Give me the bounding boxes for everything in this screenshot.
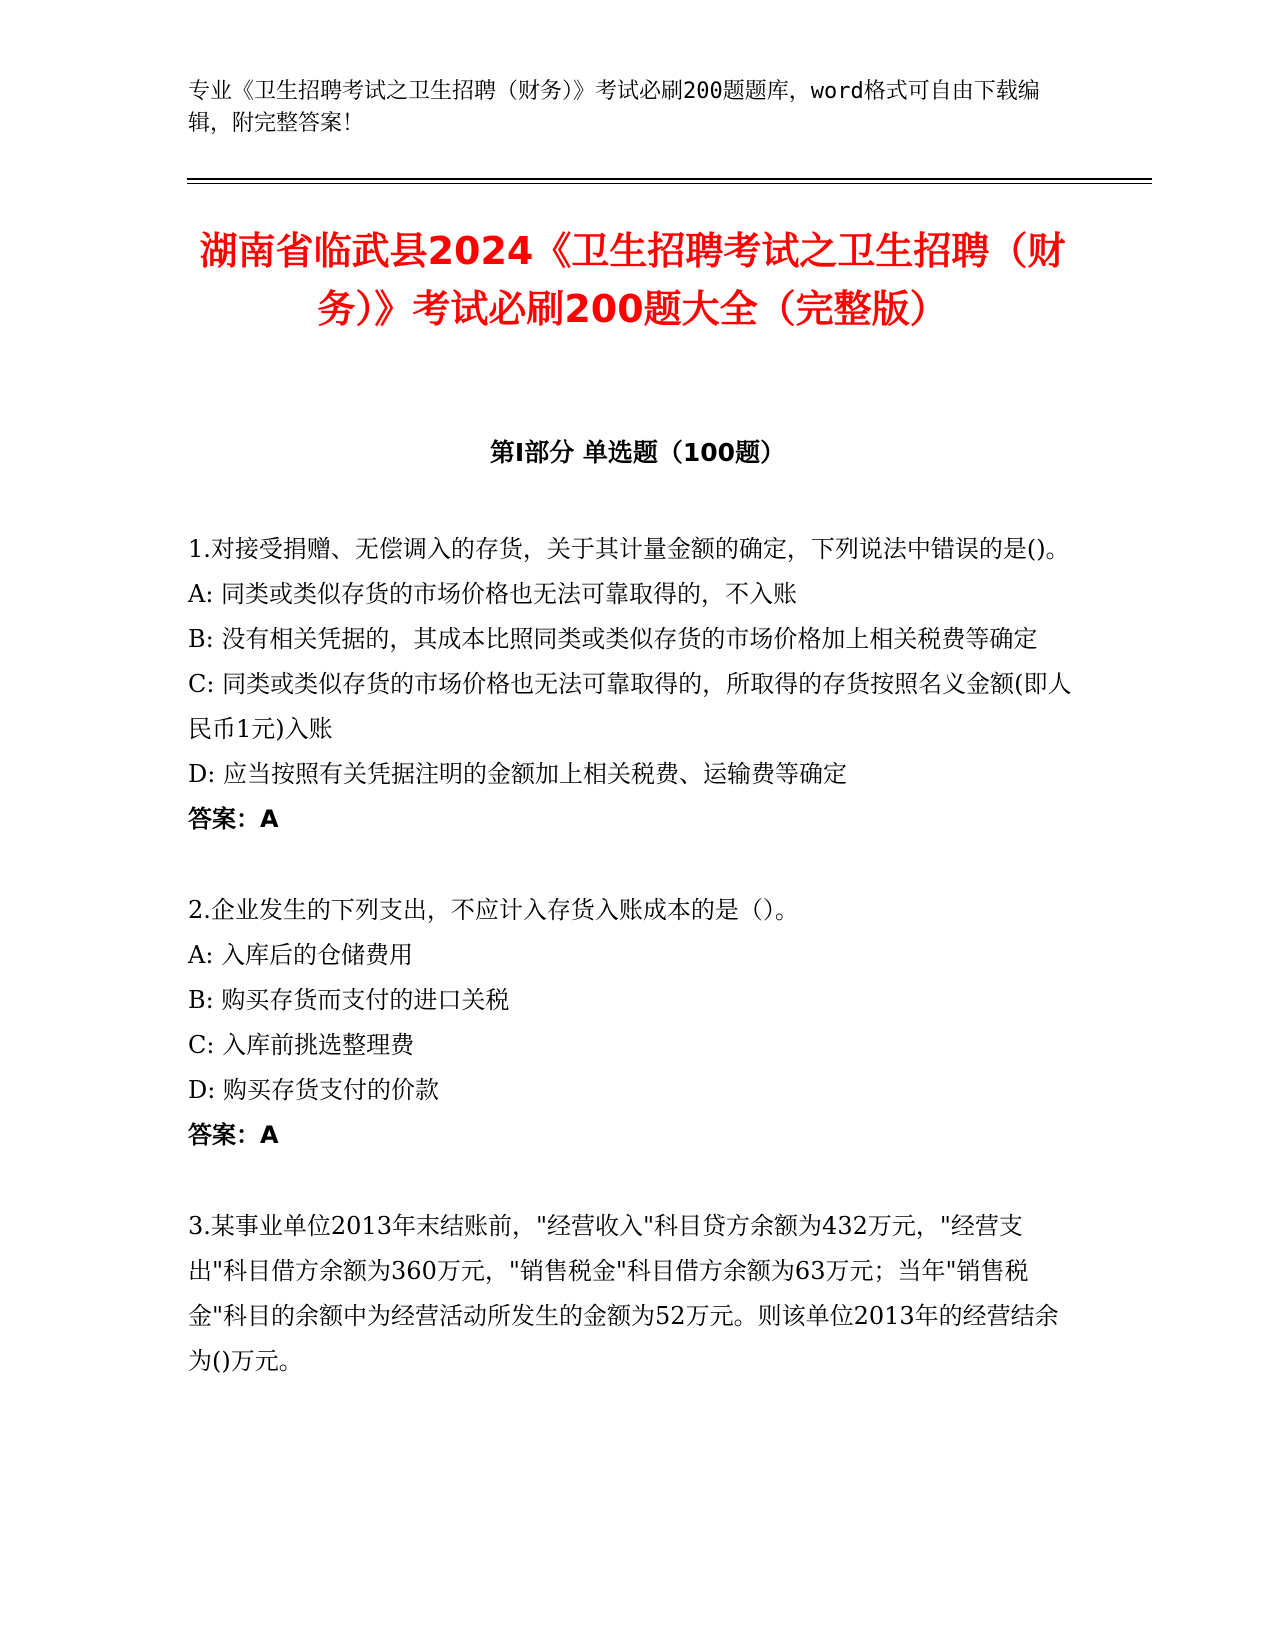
header-divider-thick <box>187 178 1152 180</box>
option-d: D: 购买存货支付的价款 <box>188 1076 439 1104</box>
option-b: B: 购买存货而支付的进口关税 <box>188 986 510 1014</box>
question-stem: 2.企业发生的下列支出，不应计入存货入账成本的是（）。 <box>188 896 799 924</box>
answer-label: 答案：A <box>188 1121 279 1149</box>
question-2 <box>188 888 1073 1158</box>
answer-label: 答案：A <box>188 805 279 833</box>
option-d: D: 应当按照有关凭据注明的金额加上相关税费、运输费等确定 <box>188 760 847 788</box>
header-note: 专业《卫生招聘考试之卫生招聘（财务）》考试必刷200题题库，word格式可自由下载编辑，附完整答案！ <box>188 79 1040 136</box>
option-b: B: 没有相关凭据的，其成本比照同类或类似存货的市场价格加上相关税费等确定 <box>188 625 1038 653</box>
document-title: 湖南省临武县2024《卫生招聘考试之卫生招聘（财务）》考试必刷200题大全（完整版） <box>199 229 1066 331</box>
question-1 <box>188 527 1073 842</box>
question-3 <box>188 1204 1073 1384</box>
option-c: C: 入库前挑选整理费 <box>188 1031 415 1059</box>
question-spacer <box>188 842 1073 888</box>
option-a: A: 入库后的仓储费用 <box>188 941 414 969</box>
question-stem: 3.某事业单位2013年末结账前，"经营收入"科目贷方余额为432万元，"经营支出"科目借方余额为360万元，"销售税金"科目借方余额为63万元；当年"销售税金"科目的余额中为经营活动所发生的金额为52万元。则该单位2013年的经营结余为()万元。 <box>188 1212 1059 1375</box>
question-stem: 1.对接受捐赠、无偿调入的存货，关于其计量金额的确定，下列说法中错误的是()。 <box>188 535 1070 563</box>
question-spacer <box>188 1158 1073 1204</box>
option-c: C: 同类或类似存货的市场价格也无法可靠取得的，所取得的存货按照名义金额(即人民币1元)入账 <box>188 670 1072 743</box>
question-list <box>188 527 1073 1384</box>
section-heading: 第I部分 单选题（100题） <box>489 438 786 467</box>
option-a: A: 同类或类似存货的市场价格也无法可靠取得的，不入账 <box>188 580 798 608</box>
header-divider-thin <box>187 183 1152 184</box>
